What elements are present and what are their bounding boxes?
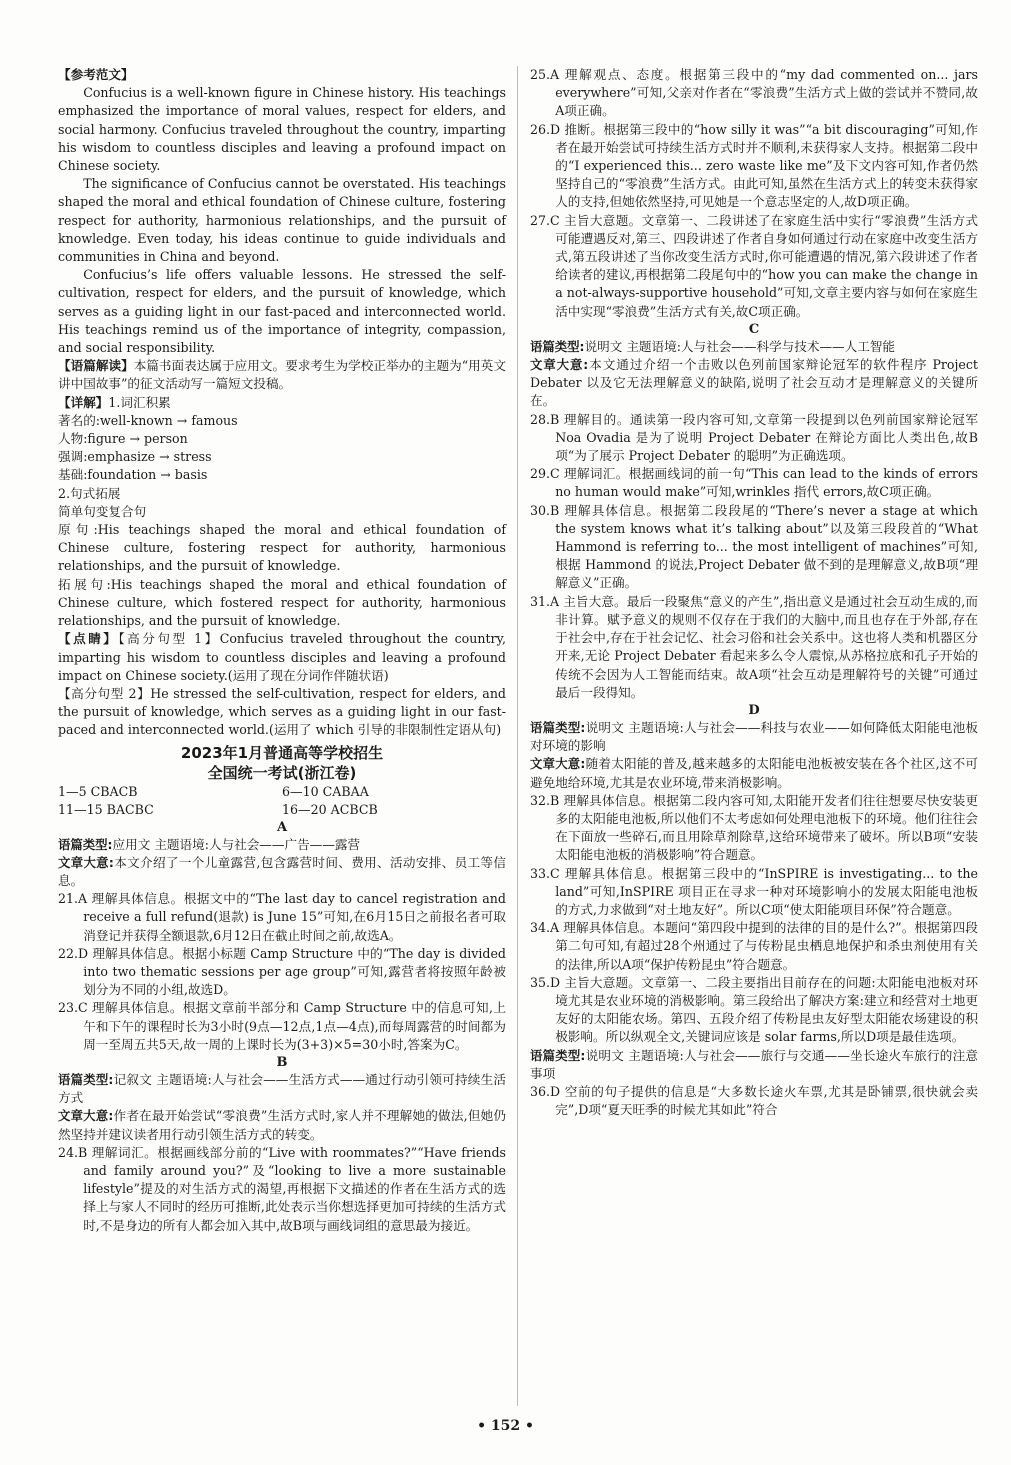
vocab-item: 人物:figure → person — [58, 431, 188, 447]
question-29: 29.C 理解词汇。根据画线词的前一句“This can lead to the kinds of errors no human would make”可知,wrinkles 指代 errors,故C项正确。 — [530, 466, 978, 500]
type-text: 说明文 主题语境:人与社会——科技与农业——如何降低太阳能电池板对环境的影响 — [530, 719, 978, 754]
question-35: 35.D 主旨大意题。文章第一、二段主要指出目前存在的问题:太阳能电池板对环境尤其是农业环境的消极影响。第三段给出了解决方案:建立和经营对土地更友好的太阳能农场。第四、五段介绍了传粉昆虫友好型太阳能农场建设的积极影响。所以纵观全文,关键词应该是 solar farms,所以D项是最佳选项。 — [530, 974, 978, 1045]
main-text: 本文通过介绍一个击败以色列前国家辩论冠军的软件程序 Project Debater 以及它无法理解意义的缺陷,说明了社会互动才是理解意义的关键所在。 — [530, 357, 978, 409]
section-c-type — [530, 338, 978, 356]
question-24: 24.B 理解词汇。根据画线部分前的“Live with roommates?”“Have friends and family around you?”及“looking to live a more sustainable lifestyle”提及的对生活方式的渴望,再根据下文描述的作者在生活方式的选择上与家人不同时的经历可推断,此处表示当你想选择更加可持续的生活方式时,不是身边的所有人都会加入其中,故B项与画线词组的意思最为接近。 — [58, 1144, 506, 1233]
question-34: 34.A 理解具体信息。本题问“第四段中提到的法律的目的是什么?”。根据第四段第二句可知,有超过28个州通过了与传粉昆虫栖息地保护和杀虫剂使用有关的法律,所以A项“保护传粉昆虫”符合题意。 — [530, 920, 978, 972]
essay-paragraph-3: Confucius’s life offers valuable lessons. He stressed the self-cultivation, respect for elders, and the pursuit of knowledge, which serves as a guiding light in our fast-paced and interconnected world. His teachings remind us of the importance of integrity, compassion, and social responsibility. — [58, 267, 506, 356]
question-21: 21.A 理解具体信息。根据文中的“The last day to cancel registration and receive a full refund(退款) is June 15”可知,在6月15日之前报名者可取消登记并获得全额退款,6月12日在截止时间之前,故选A。 — [58, 891, 506, 943]
section-letter-c: C — [748, 321, 760, 337]
question-25: 25.A 理解观点、态度。根据第三段中的“my dad commented on... jars everywhere”可知,父亲对作者在“零浪费”生活方式上做的尝试并不赞同,故A项正确。 — [530, 67, 978, 119]
vocab-item: 基础:foundation → basis — [58, 467, 208, 483]
right-column — [530, 66, 978, 1119]
detail-line — [58, 394, 506, 412]
type-text: 记叙文 主题语境:人与社会——生活方式——通过行动引领可持续生活方式 — [58, 1071, 506, 1106]
main-text: 本文介绍了一个儿童露营,包含露营时间、费用、活动安排、员工等信息。 — [58, 854, 506, 888]
answer-group: 6—10 CABAA — [282, 783, 369, 799]
section-letter-b: B — [276, 1054, 288, 1070]
type-label: 语篇类型: — [530, 338, 585, 354]
sample-heading: 【参考范文】 — [58, 67, 134, 82]
question-32: 32.B 理解具体信息。根据第二段内容可知,太阳能开发者们往往想要尽快安装更多的太阳能电池板,所以他们不太考虑如何处理电池板下的环境。他们往往会在下面放一些碎石,而且用除草剂除草,这给环境带来了破坏。所以B项“安装太阳能电池板的消极影响”符合题意。 — [530, 792, 978, 863]
type-text: 说明文 主题语境:人与社会——科学与技术——人工智能 — [584, 338, 896, 354]
analysis-tag: 【语篇解读】 — [58, 358, 134, 374]
original-sentence: 原句:His teachings shaped the moral and ethical foundation of Chinese culture, fostering respect for authority, harmonious relationships, and the pursuit of knowledge. — [58, 522, 506, 574]
type-label: 语篇类型: — [58, 836, 113, 852]
section-b-main — [58, 1107, 506, 1143]
point-2: 【高分句型 2】He stressed the self-cultivation, respect for elders, and the pursuit of knowledge, which serves as a guiding light in our fast-paced and interconnected world.(运用了 which 引导的非限制性定语从句) — [58, 685, 506, 738]
question-30: 30.B 理解具体信息。根据第二段段尾的“There’s never a stage at which the system knows what it’s talking about”以及第三段段首的“What Hammond is referring to... the most intelligent of machines”可知,根据 Hammond 的说法,Project Debater 做不到的是理解意义,故B项“理解意义”正确。 — [530, 502, 978, 591]
question-36: 36.D 空前的句子提供的信息是“大多数长途火车票,尤其是卧铺票,很快就会卖完”,D项“夏天旺季的时候尤其如此”符合 — [530, 1083, 978, 1118]
main-text: 随着太阳能的普及,越来越多的太阳能电池板被安装在各个社区,这不可避免地给环境,尤其是农业环境,带来消极影响。 — [530, 756, 978, 790]
extended-sentence: 拓展句:His teachings shaped the moral and ethical foundation of Chinese culture, which fostered respect for authority, harmonious relationships, and the pursuit of knowledge. — [58, 576, 506, 629]
detail-tag: 【详解】 — [58, 394, 109, 410]
section-d-type — [530, 719, 978, 755]
question-27: 27.C 主旨大意题。文章第一、二段讲述了在家庭生活中实行“零浪费”生活方式可能遭遇反对,第三、四段讲述了作者自身如何通过行动在家庭中改变生活方式,第五段讲述了当你改变生活方式时,你可能遭遇的情况,第六段讲述了作者给读者的建议,再根据第二段尾句中的“how you can make the change in a not-always-supportive household”可知,文章主要内容与如何在家庭生活中实现“零浪费”生活方式有关,故C项正确。 — [530, 212, 978, 319]
section-a-type — [58, 836, 506, 854]
vocab-item: 著名的:well-known → famous — [58, 412, 238, 428]
exam-title-line-1: 2023年1月普通高等学校招生 — [180, 743, 384, 762]
section-d-main — [530, 755, 978, 791]
main-text: 作者在最开始尝试“零浪费”生活方式时,家人并不理解她的做法,但她仍然坚持并建议读者用行动引领生活方式的转变。 — [58, 1108, 506, 1142]
type-label: 语篇类型: — [530, 1047, 586, 1063]
page-number: • 152 • — [477, 1418, 534, 1434]
section-b-type — [58, 1071, 506, 1107]
point-1 — [58, 630, 506, 685]
answer-group: 16—20 ACBCB — [282, 801, 378, 817]
answer-key — [58, 783, 506, 819]
section-letter-a: A — [276, 819, 288, 835]
question-23: 23.C 理解具体信息。根据文章前半部分和 Camp Structure 中的信息可知,上午和下午的课程时长为3小时(9点—12点,1点—4点),而每周露营的时间都为周一至周五共5天,故一周的上课时长为(3+3)×5=30小时,答案为C。 — [58, 1000, 506, 1052]
main-label: 文章大意: — [530, 756, 586, 772]
main-label: 文章大意: — [530, 357, 589, 373]
type-label: 语篇类型: — [58, 1071, 114, 1087]
section-letter-d: D — [748, 702, 760, 718]
left-column — [58, 66, 506, 1235]
detail-2-sub: 简单句变复合句 — [58, 503, 147, 519]
main-label: 文章大意: — [58, 1108, 114, 1124]
section-c-main — [530, 356, 978, 411]
detail-1: 1.词汇积累 — [108, 394, 171, 410]
point-tag: 【点睛】 — [58, 631, 119, 647]
essay-paragraph-1: Confucius is a well-known figure in Chinese history. His teachings emphasized the importance of moral values, respect for elders, and social harmony. Confucius traveled throughout the country, imparting his wisdom to countless disciples and leaving a profound impact on Chinese society. — [58, 85, 506, 174]
exam-title-line-2: 全国统一考试(浙江卷) — [207, 763, 357, 782]
section-a-main — [58, 854, 506, 890]
answer-group: 1—5 CBACB — [58, 783, 138, 799]
type-text: 应用文 主题语境:人与社会——广告——露营 — [112, 836, 361, 852]
type-text: 说明文 主题语境:人与社会——旅行与交通——坐长途火车旅行的注意事项 — [530, 1047, 978, 1081]
question-33: 33.C 理解具体信息。根据第三段中的“InSPIRE is investigating... to the land”可知,InSPIRE 项目正在寻求一种对环境影响小的发展太阳能电池板的方式,力求做到“对土地友好”。所以C项“使太阳能项目环保”符合题意。 — [530, 865, 978, 917]
detail-2: 2.句式拓展 — [58, 485, 121, 501]
question-31: 31.A 主旨大意。最后一段聚焦“意义的产生”,指出意义是通过社会互动生成的,而非计算。赋予意义的规则不仅存在于我们的大脑中,而且也存在于外部,存在于社会中,存在于社会记忆、社会习俗和社会关系中。这也将人类和机器区分开来,无论 Project Debater 看起来多么令人震惊,从苏格拉底和孔子开始的传统不会因为人工智能而结束。故A项“社会互动是理解符号的关键”可通过最后一段得知。 — [530, 593, 978, 700]
question-28: 28.B 理解目的。通读第一段内容可知,文章第一段提到以色列前国家辩论冠军 Noa Ovadia 是为了说明 Project Debater 在辩论方面比人类出色,故B项“为了展示 Project Debater 的聪明”为正确选项。 — [530, 411, 978, 464]
point-1-text: 【高分句型 1】Confucius traveled throughout the country, imparting his wisdom to countless disciples and leaving a profound impact on Chinese society.(运用了现在分词作伴随状语) — [58, 631, 506, 683]
type-label: 语篇类型: — [530, 719, 586, 735]
essay-paragraph-2: The significance of Confucius cannot be overstated. His teachings shaped the moral and ethical foundation of Chinese culture, fostering respect for authority, harmonious relationships, and the pursuit of knowledge. Even today, his ideas continue to guide individuals and communities in China and beyond. — [58, 176, 506, 265]
answer-group: 11—15 BACBC — [58, 801, 154, 817]
analysis-text: 本篇书面表达属于应用文。要求考生为学校正举办的主题为“用英文讲中国故事”的征文活动写一篇短文投稿。 — [58, 358, 506, 392]
main-label: 文章大意: — [58, 854, 114, 870]
analysis-paragraph — [58, 357, 506, 393]
vocab-item: 强调:emphasize → stress — [58, 449, 212, 465]
question-22: 22.D 理解具体信息。根据小标题 Camp Structure 中的“The day is divided into two thematic sessions per age group”可知,露营者将按照年龄被划分为不同的小组,故选D。 — [58, 945, 506, 998]
section-e-type — [530, 1047, 978, 1083]
question-26: 26.D 推断。根据第三段中的“how silly it was”“a bit discouraging”可知,作者在最开始尝试可持续生活方式时并不顺利,未获得家人支持。根据第二段中的“I experienced this... zero waste like me”及下文内容可知,作者仍然坚持自己的“零浪费”生活方式。由此可知,虽然在生活方式上的转变未获得家人的支持,但她依然坚持,可见她是一个意志坚定的人,故D项正确。 — [530, 121, 978, 210]
